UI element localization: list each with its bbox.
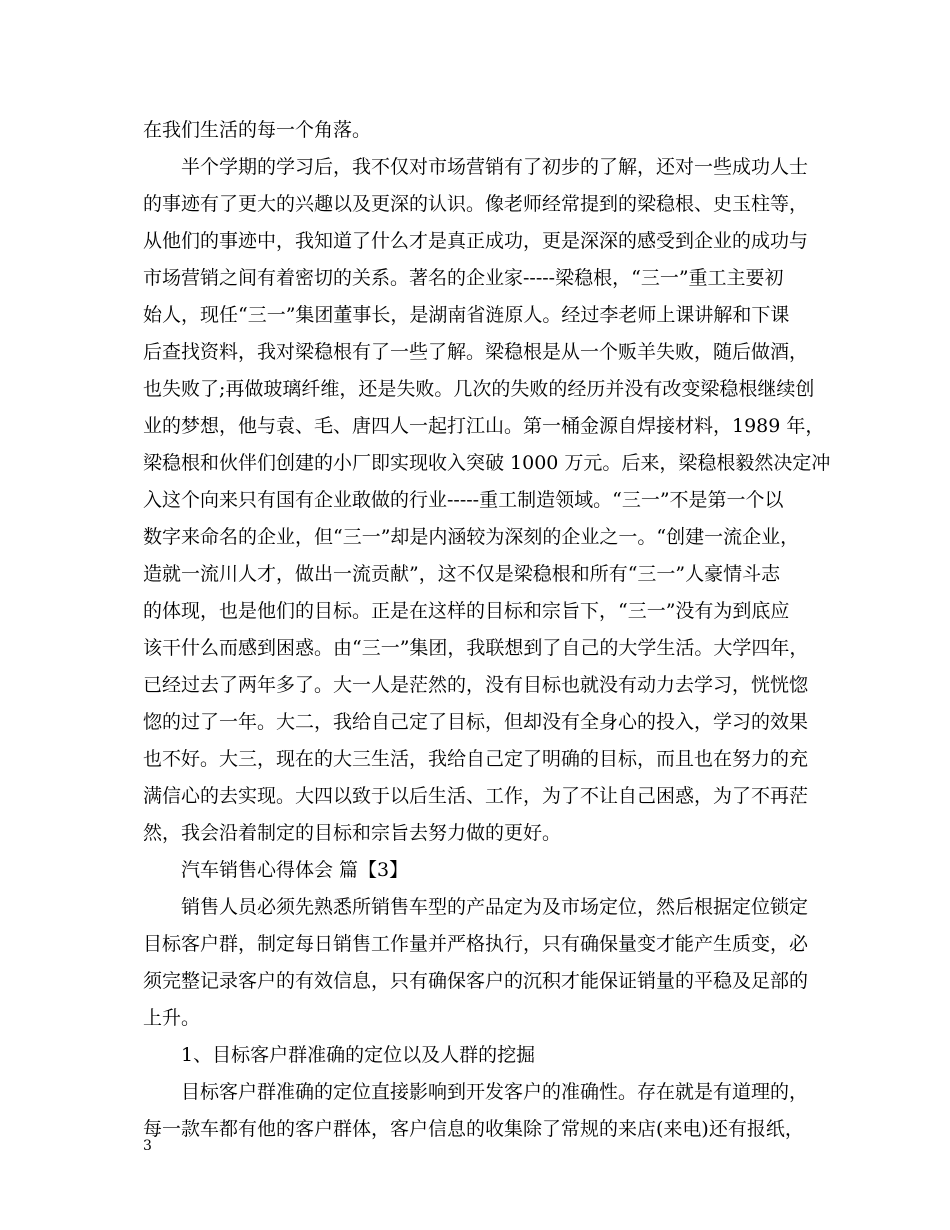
text-line: 然，我会沿着制定的目标和宗旨去努力做的更好。 bbox=[143, 822, 562, 844]
text-line: 目标客户群，制定每日销售工作量并严格执行，只有确保量变才能产生质变，必 bbox=[143, 933, 809, 955]
text-line: 后查找资料，我对梁稳根有了一些了解。梁稳根是从一个贩羊失败，随后做酒， bbox=[143, 341, 809, 363]
text-line: 在我们生活的每一个角落。 bbox=[143, 119, 372, 141]
text-line: 该干什么而感到困惑。由“三一”集团，我联想到了自己的大学生活。大学四年， bbox=[143, 637, 809, 659]
text-line: 的体现，也是他们的目标。正是在这样的目标和宗旨下，“三一”没有为到底应 bbox=[143, 600, 790, 622]
text-line: 入这个向来只有国有企业敢做的行业-----重工制造领域。“三一”不是第一个以 bbox=[143, 489, 784, 511]
text-line: 须完整记录客户的有效信息，只有确保客户的沉积才能保证销量的平稳及足部的 bbox=[143, 970, 809, 992]
text-line: 从他们的事迹中，我知道了什么才是真正成功，更是深深的感受到企业的成功与 bbox=[143, 230, 809, 252]
text-line: 已经过去了两年多了。大一人是茫然的，没有目标也就没有动力去学习，恍恍惚 bbox=[143, 674, 809, 696]
page-number: 3 bbox=[143, 1138, 152, 1154]
text-line: 目标客户群准确的定位直接影响到开发客户的准确性。存在就是有道理的， bbox=[181, 1081, 809, 1103]
text-line: 惚的过了一年。大二，我给自己定了目标，但却没有全身心的投入，学习的效果 bbox=[143, 711, 809, 733]
text-line: 也失败了;再做玻璃纤维，还是失败。几次的失败的经历并没有改变梁稳根继续创 bbox=[143, 378, 815, 400]
text-line: 数字来命名的企业，但“三一”却是内涵较为深刻的企业之一。“创建一流企业， bbox=[143, 526, 800, 548]
text-line: 满信心的去实现。大四以致于以后生活、工作，为了不让自己困惑，为了不再茫 bbox=[143, 785, 809, 807]
text-line: 业的梦想，他与袁、毛、唐四人一起打江山。第一桶金源自焊接材料，1989 年， bbox=[143, 415, 825, 437]
text-line: 半个学期的学习后，我不仅对市场营销有了初步的了解，还对一些成功人士 bbox=[181, 156, 809, 178]
section-heading: 汽车销售心得体会 篇【3】 bbox=[181, 859, 409, 881]
text-line: 始人，现任“三一”集团董事长，是湖南省涟原人。经过李老师上课讲解和下课 bbox=[143, 304, 790, 326]
text-line: 梁稳根和伙伴们创建的小厂即实现收入突破 1000 万元。后来，梁稳根毅然决定冲 bbox=[143, 452, 831, 474]
text-line: 销售人员必须先熟悉所销售车型的产品定为及市场定位，然后根据定位锁定 bbox=[181, 896, 809, 918]
text-line: 造就一流川人才，做出一流贡献”，这不仅是梁稳根和所有“三一”人豪情斗志 bbox=[143, 563, 781, 585]
text-line: 每一款车都有他的客户群体，客户信息的收集除了常规的来店(来电)还有报纸， bbox=[143, 1118, 804, 1140]
text-line: 的事迹有了更大的兴趣以及更深的认识。像老师经常提到的梁稳根、史玉柱等， bbox=[143, 193, 809, 215]
text-line: 市场营销之间有着密切的关系。著名的企业家-----梁稳根，“三一”重工主要初 bbox=[143, 267, 784, 289]
text-line: 也不好。大三，现在的大三生活，我给自己定了明确的目标，而且也在努力的充 bbox=[143, 748, 809, 770]
subsection-heading: 1、目标客户群准确的定位以及人群的挖掘 bbox=[181, 1044, 536, 1066]
text-line: 上升。 bbox=[143, 1007, 201, 1029]
